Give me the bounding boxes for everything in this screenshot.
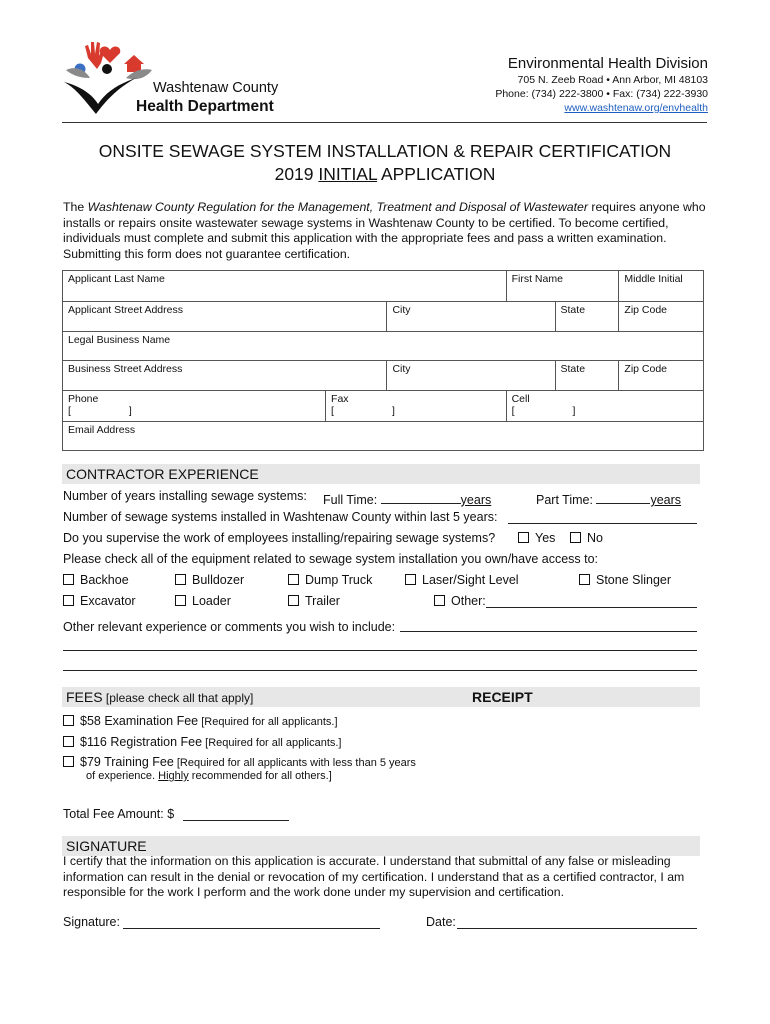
equipment-backhoe[interactable] (63, 573, 129, 587)
form-subtitle (0, 164, 770, 185)
business-state-field[interactable]: State (555, 361, 619, 391)
fax-field[interactable] (326, 391, 507, 422)
laser-level-label: Laser/Sight Level (422, 573, 519, 587)
checkbox-icon[interactable] (175, 574, 186, 585)
bracket-open: [ (68, 405, 71, 417)
other-label: Other: (451, 594, 486, 608)
fees-heading: FEES (66, 689, 103, 705)
checkbox-icon[interactable] (63, 756, 74, 767)
signature-section-heading: SIGNATURE (62, 836, 700, 856)
intro-text-start: The (63, 200, 88, 214)
fee-note: [Required for all applicants with less than 5 years (173, 757, 416, 769)
intro-regulation-name: Washtenaw County Regulation for the Management, Treatment and Disposal of Wastewater (87, 200, 588, 214)
business-city-field[interactable]: City (387, 361, 555, 391)
equipment-other[interactable] (434, 594, 486, 608)
checkbox-icon[interactable] (288, 595, 299, 606)
checkbox-icon[interactable] (63, 736, 74, 747)
checkbox-icon[interactable] (570, 532, 581, 543)
comments-label: Other relevant experience or comments you wish to include: (63, 620, 396, 634)
bracket-close: ] (572, 405, 576, 417)
checkbox-icon[interactable] (579, 574, 590, 585)
full-time-label: Full Time: (323, 493, 378, 507)
division-name: Environmental Health Division (507, 55, 708, 72)
total-fee-row (63, 807, 174, 821)
part-time-input[interactable] (596, 489, 650, 504)
health-department-logo (62, 36, 292, 118)
division-address: 705 N. Zeeb Road • Ann Arbor, MI 48103 (517, 74, 708, 86)
cell-field[interactable] (506, 391, 703, 422)
total-fee-input[interactable] (183, 806, 289, 821)
phone-brackets (68, 405, 320, 417)
supervise-label: Do you supervise the work of employees installing/repairing sewage systems? (63, 531, 496, 545)
note-pre: of experience. (86, 770, 159, 782)
phone-label: Phone (68, 393, 99, 405)
systems-installed-input[interactable] (508, 509, 697, 524)
city-field[interactable]: City (387, 302, 555, 332)
bracket-close: ] (128, 405, 132, 417)
equipment-dump-truck[interactable] (288, 573, 372, 587)
part-time-row (536, 489, 681, 507)
years-installing-row (63, 489, 307, 503)
equipment-excavator[interactable] (63, 594, 136, 608)
bulldozer-label: Bulldozer (192, 573, 245, 587)
checkbox-icon[interactable] (518, 532, 529, 543)
state-field[interactable]: State (555, 302, 619, 332)
subtitle-application: APPLICATION (377, 164, 496, 184)
equipment-trailer[interactable] (288, 594, 340, 608)
full-time-years-unit: years (460, 493, 492, 507)
intro-text-rest: requires anyone who installs or repairs onsite wastewater sewage systems in Washtenaw County to be certified. To become certified, individuals must complete and submit this application with the appropriate fees and pass a written examination. Submitting this form does not guarantee certification. (63, 200, 706, 261)
equipment-prompt: Please check all of the equipment related to sewage system installation you own/have access to: (63, 552, 599, 566)
full-time-input[interactable] (381, 489, 461, 504)
division-phone: Phone: (734) 222-3800 • Fax: (734) 222-3930 (495, 88, 708, 100)
bracket-close: ] (391, 405, 395, 417)
checkbox-icon[interactable] (175, 595, 186, 606)
equipment-laser-level[interactable] (405, 573, 519, 587)
part-time-years-unit: years (650, 493, 682, 507)
fee-name: $58 Examination Fee (80, 714, 199, 728)
stone-slinger-label: Stone Slinger (596, 573, 672, 587)
loader-label: Loader (192, 594, 231, 608)
date-input[interactable] (457, 914, 697, 929)
division-website-link[interactable]: www.washtenaw.org/envhealth (564, 102, 708, 114)
bracket-open: [ (511, 405, 515, 417)
fees-section-heading (62, 687, 700, 707)
street-address-field[interactable]: Applicant Street Address (63, 302, 387, 332)
backhoe-label: Backhoe (80, 573, 129, 587)
cell-brackets (512, 405, 698, 417)
note-highly: Highly (158, 770, 189, 782)
full-time-row (323, 489, 491, 507)
supervise-no-option[interactable] (570, 531, 603, 545)
yes-label: Yes (535, 531, 556, 545)
fee-registration[interactable] (63, 735, 342, 749)
checkbox-icon[interactable] (63, 595, 74, 606)
fee-training-note-2 (86, 770, 332, 782)
last-name-field[interactable]: Applicant Last Name (63, 271, 507, 302)
trailer-label: Trailer (305, 594, 340, 608)
email-field[interactable]: Email Address (63, 422, 704, 451)
bracket-open: [ (331, 405, 334, 417)
fee-training[interactable] (63, 755, 416, 769)
fax-brackets (331, 405, 501, 417)
business-name-field[interactable]: Legal Business Name (63, 332, 704, 361)
business-zip-field[interactable]: Zip Code (619, 361, 704, 391)
signature-input[interactable] (123, 914, 380, 929)
middle-initial-field[interactable]: Middle Initial (619, 271, 704, 302)
receipt-heading: RECEIPT (472, 689, 533, 705)
first-name-field[interactable]: First Name (506, 271, 619, 302)
logo-county-text: Washtenaw County (153, 80, 279, 96)
equipment-loader[interactable] (175, 594, 231, 608)
date-label: Date: (426, 915, 456, 929)
note-post: recommended for all others.] (188, 770, 332, 782)
fee-name: $79 Training Fee (80, 755, 174, 769)
checkbox-icon[interactable] (288, 574, 299, 585)
years-installing-label: Number of years installing sewage systems: (63, 489, 307, 503)
intro-paragraph (63, 200, 708, 262)
excavator-label: Excavator (80, 594, 136, 608)
phone-field[interactable] (63, 391, 326, 422)
dump-truck-label: Dump Truck (305, 573, 373, 587)
systems-installed-label: Number of sewage systems installed in Washtenaw County within last 5 years: (63, 510, 498, 524)
comments-input-line-3[interactable] (63, 670, 697, 671)
header-divider (62, 122, 707, 123)
checkbox-icon[interactable] (405, 574, 416, 585)
cell-label: Cell (511, 393, 530, 405)
comments-input-line-2[interactable] (63, 650, 697, 651)
certification-statement: I certify that the information on this application is accurate. I understand that submittal of any false or misleading information can result in the denial or revocation of my certification. I understand that as a certified contractor, I am responsible for the work I perform and the work done under my supervision and certification. (63, 854, 685, 899)
other-equipment-input[interactable] (486, 593, 697, 608)
org-contact-block (495, 55, 708, 114)
zip-field[interactable]: Zip Code (619, 302, 704, 332)
logo-department-text: Health Department (136, 98, 274, 115)
fee-note: [Required for all applicants.] (198, 716, 338, 728)
fax-label: Fax (331, 393, 349, 405)
contractor-section-heading: CONTRACTOR EXPERIENCE (62, 464, 700, 484)
subtitle-year: 2019 (274, 164, 319, 184)
form-title: ONSITE SEWAGE SYSTEM INSTALLATION & REPAIR CERTIFICATION (98, 141, 672, 161)
subtitle-initial: INITIAL (318, 164, 378, 184)
total-fee-label: Total Fee Amount: $ (63, 807, 175, 821)
signature-label: Signature: (63, 915, 120, 929)
systems-installed-row (63, 510, 497, 524)
supervise-row (63, 531, 495, 545)
equipment-stone-slinger[interactable] (579, 573, 671, 587)
equipment-bulldozer[interactable] (175, 573, 244, 587)
part-time-label: Part Time: (536, 493, 593, 507)
no-label: No (587, 531, 603, 545)
comments-input-line-1[interactable] (400, 617, 697, 632)
supervise-yes-option[interactable] (518, 531, 555, 545)
applicant-info-table (62, 270, 704, 451)
fee-note: [Required for all applicants.] (202, 737, 342, 749)
checkbox-icon[interactable] (63, 715, 74, 726)
business-address-field[interactable]: Business Street Address (63, 361, 387, 391)
fee-name: $116 Registration Fee (80, 735, 203, 749)
checkbox-icon[interactable] (63, 574, 74, 585)
fee-examination[interactable] (63, 714, 338, 728)
fees-heading-note: [please check all that apply] (102, 691, 254, 705)
checkbox-icon[interactable] (434, 595, 445, 606)
